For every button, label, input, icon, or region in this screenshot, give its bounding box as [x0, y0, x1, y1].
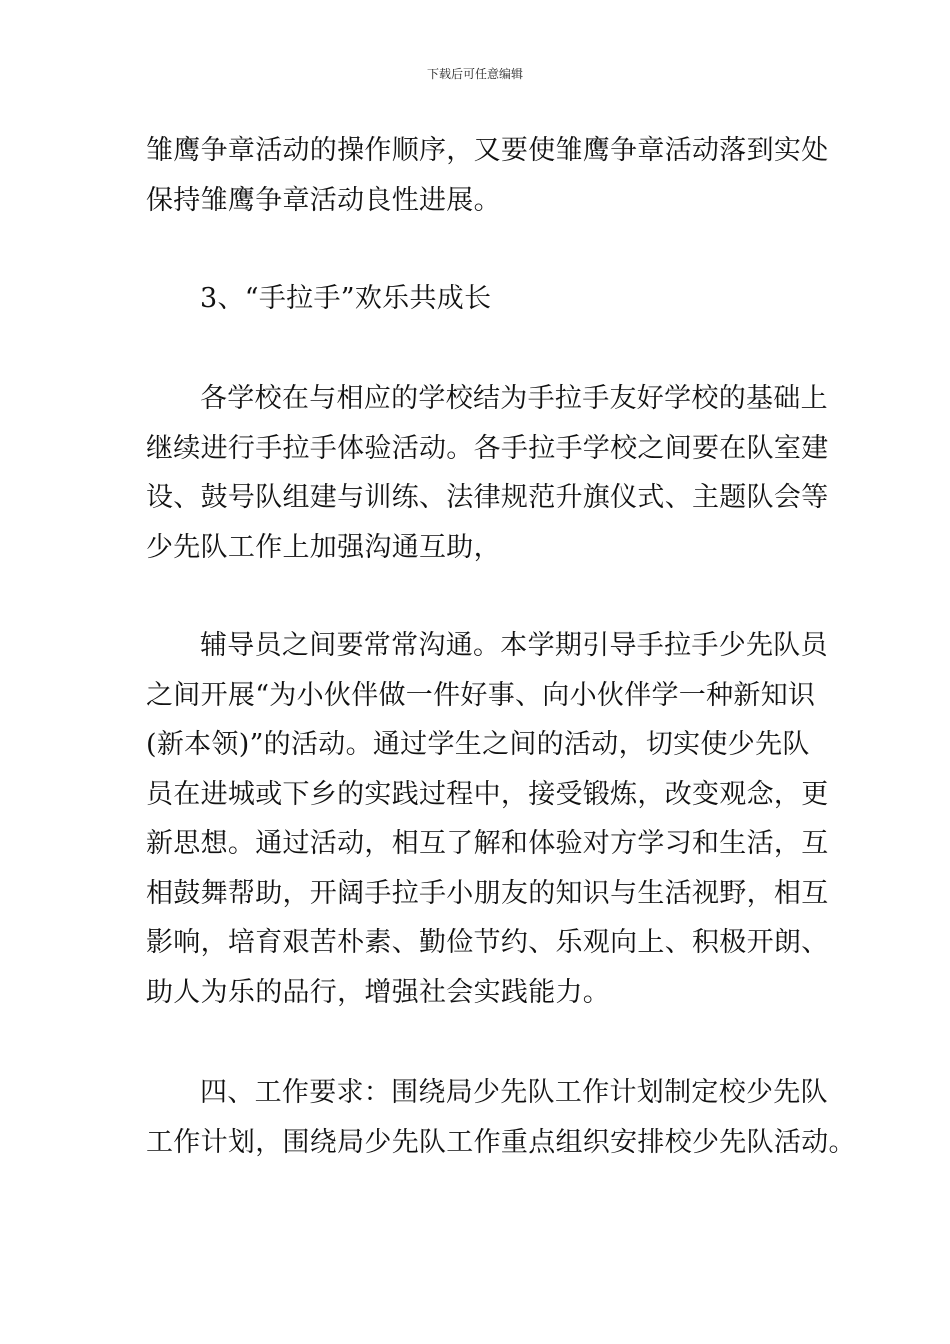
page-header-note: 下载后可任意编辑	[426, 67, 523, 81]
paragraph-continuation	[146, 126, 829, 225]
paragraph-counselors	[146, 621, 829, 1017]
paragraph-line: 少先队工作上加强沟通互助，	[146, 531, 501, 563]
paragraph-line: 设、鼓号队组建与训练、法律规范升旗仪式、主题队会等	[146, 482, 829, 513]
paragraph-line: 影响，培育艰苦朴素、勤俭节约、乐观向上、积极开朗、	[146, 927, 829, 958]
paragraph-line: 继续进行手拉手体验活动。各手拉手学校之间要在队室建	[146, 432, 829, 464]
paragraph-line: 保持雏鹰争章活动良性进展。	[146, 184, 501, 216]
section-heading-3	[146, 274, 810, 324]
paragraph-line: (新本领)”的活动。通过学生之间的活动，切实使少先队	[146, 729, 810, 760]
paragraph-line: 雏鹰争章活动的操作顺序，又要使雏鹰争章活动落到实处	[146, 135, 829, 166]
paragraph-line: 工作计划，围绕局少先队工作重点组织安排校少先队活动。	[146, 1126, 856, 1158]
section-heading-text: 3、“手拉手”欢乐共成长	[200, 283, 492, 314]
paragraph-line: 辅导员之间要常常沟通。本学期引导手拉手少先队员	[200, 630, 828, 661]
paragraph-line: 各学校在与相应的学校结为手拉手友好学校的基础上	[200, 383, 828, 414]
paragraph-line: 相鼓舞帮助，开阔手拉手小朋友的知识与生活视野，相互	[146, 877, 829, 909]
paragraph-line: 四、工作要求：围绕局少先队工作计划制定校少先队	[200, 1077, 828, 1108]
paragraph-hand-in-hand-schools	[146, 374, 829, 572]
paragraph-work-requirements	[146, 1068, 856, 1167]
paragraph-line: 之间开展“为小伙伴做一件好事、向小伙伴学一种新知识	[146, 679, 816, 711]
paragraph-line: 新思想。通过活动，相互了解和体验对方学习和生活，互	[146, 828, 829, 859]
paragraph-line: 助人为乐的品行，增强社会实践能力。	[146, 976, 611, 1008]
paragraph-line: 员在进城或下乡的实践过程中，接受锻炼，改变观念，更	[146, 778, 829, 810]
